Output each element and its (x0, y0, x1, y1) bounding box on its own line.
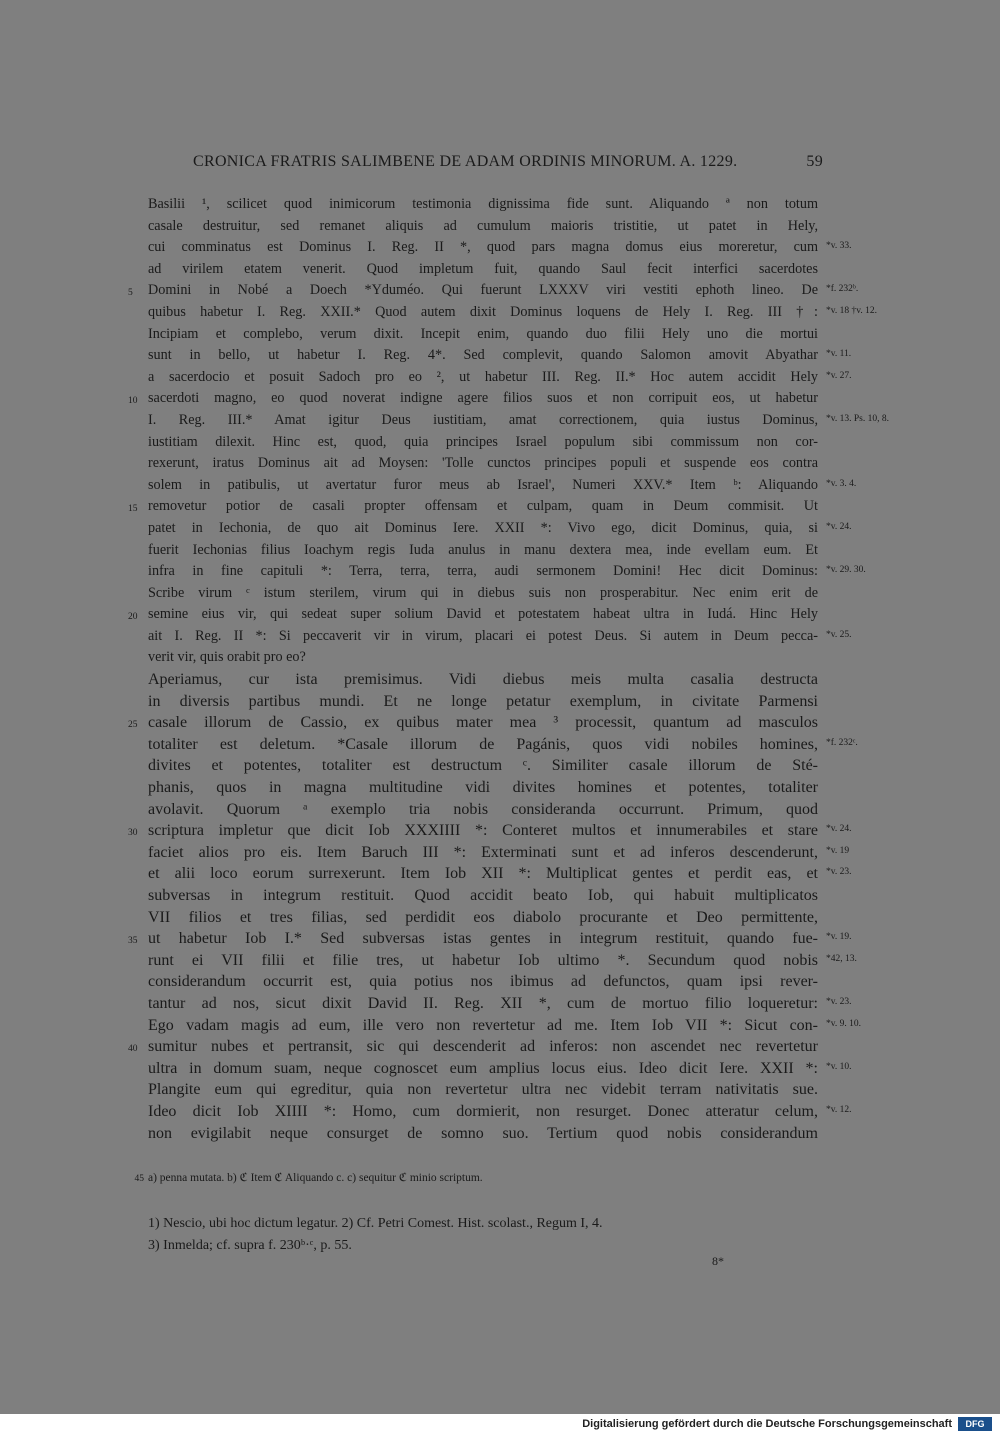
text-line-content: Incipiam et complebo, verum dixit. Incepit enim, quando duo filii Hely uno die mortui (148, 325, 818, 342)
margin-reference: *42, 13. (826, 953, 857, 964)
text-line (148, 777, 818, 799)
text-line-content: sunt in bello, ut habetur I. Reg. 4*. Sed complevit, quando Salomon amovit Abyathar (148, 347, 818, 364)
text-line (148, 755, 818, 777)
text-line (148, 216, 818, 238)
text-line (148, 993, 852, 1015)
text-line (148, 194, 818, 216)
critical-apparatus (134, 1170, 818, 1186)
text-line-content: a sacerdocio et posuit Sadoch pro eo ², ut habetur III. Reg. II.* Hoc autem accidit Hely (148, 368, 818, 385)
text-line (148, 799, 818, 821)
text-line-content: infra in fine capituli *: Terra, terra, terra, audi sermonem Domini! Hec dicit Dominus: (148, 563, 818, 580)
text-line-content: cui comminatus est Dominus I. Reg. II *, quod pars magna domus eius moreretur, cum (148, 239, 818, 256)
margin-reference: *v. 33. (826, 241, 852, 252)
margin-reference: *v. 9. 10. (826, 1018, 862, 1029)
line-number: 25 (128, 720, 138, 731)
text-line-content: subversas in integrum restituit. Quod accidit beato Iob, qui habuit multiplicatos (148, 887, 818, 904)
text-line-content: Plangite eum qui egreditur, quia non revertetur ultra nec videbit terram nativitatis sue. (148, 1081, 818, 1099)
text-line (148, 1079, 818, 1101)
text-line-content: faciet alios pro eis. Item Baruch III *: Exterminati sunt et ad inferos descenderunt, (148, 843, 818, 861)
text-line-content: iustitiam dilexit. Hinc est, quod, quia principes Israel populum sibi commissum non cor- (148, 433, 818, 450)
margin-reference: *v. 23. (826, 867, 852, 878)
running-title: CRONICA FRATRIS SALIMBENE DE ADAM ORDINIS MINORUM. A. 1229. (193, 153, 738, 170)
text-line-content: ad virilem etatem venerit. Quod impletum fuit, quando Saul fecit interfici sacerdotes (148, 260, 818, 277)
margin-reference: *v. 29. 30. (826, 565, 866, 576)
text-line-content: patet in Iechonia, de quo ait Dominus Iere. XXII *: Vivo ego, dicit Dominus, quia, si (148, 519, 818, 536)
margin-reference: *v. 3. 4. (826, 478, 857, 489)
text-line-content: Scribe virum ᶜ istum sterilem, virum qui in diebus suis non prosperabitur. Nec enim erit de (148, 584, 818, 601)
text-line (148, 367, 852, 389)
text-line-content: verit vir, quis orabit pro eo? (148, 649, 306, 666)
text-line-content: Basilii ¹, scilicet quod inimicorum testimonia dignissima fide sunt. Aliquando ª non totum (148, 196, 818, 212)
text-line (148, 432, 818, 454)
text-line (148, 583, 818, 605)
page-number: 59 (806, 153, 823, 170)
text-line-content: quibus habetur I. Reg. XXII.* Quod autem dixit Dominus loquens de Hely I. Reg. III †: (148, 303, 818, 320)
text-line-content: sacerdoti magno, eo quod noverat indigne agere filios suos et non corripuit eos, ut habetur (148, 390, 818, 407)
margin-reference: *v. 18 †v. 12. (826, 305, 878, 316)
digitization-footer (0, 1414, 1000, 1434)
text-line (148, 1123, 818, 1145)
margin-reference: *f. 232ᵇ. (826, 284, 859, 295)
margin-reference: *v. 25. (826, 629, 852, 640)
margin-reference: *v. 24. (826, 824, 852, 835)
line-number: 30 (128, 828, 138, 839)
text-line-content: phanis, quos in magna multitudine vidi divites homines et potentes, totaliter (148, 779, 818, 797)
text-line-content: rexerunt, iratus Dominus ait ad Moysen: 'Tolle cunctos principes populi et suspende eos contra (148, 455, 818, 472)
line-number: 40 (128, 1044, 138, 1055)
signature-mark: 8* (712, 1254, 724, 1268)
text-line-content: considerandum occurrit est, quia potius nos ibimus ad defunctos, quam ipsi rever- (148, 973, 818, 991)
text-line-content: removetur potior de casali propter offensam et culpam, quam in Deum commisit. Ut (148, 498, 818, 515)
line-number: 5 (128, 288, 133, 299)
line-number: 45 (134, 1174, 144, 1184)
text-line (148, 863, 852, 885)
text-line (128, 604, 818, 626)
text-line (148, 907, 818, 929)
text-line-content: VII filios et tres filias, sed perdidit eos diabolo procurante et Deo permittente, (148, 908, 818, 926)
text-line (148, 669, 818, 691)
text-line (148, 518, 852, 540)
text-line (148, 475, 857, 497)
text-line (128, 280, 859, 302)
text-line (148, 561, 866, 583)
text-line-content: totaliter est deletum. *Casale illorum de Pagánis, quos vidi nobiles homines, (148, 735, 818, 753)
running-header (193, 153, 823, 171)
text-line (148, 345, 852, 367)
text-line (128, 820, 852, 842)
text-line (148, 302, 878, 324)
text-line-content: I. Reg. III.* Amat igitur Deus iustitiam, amat correctionem, quia iustus Dominus, (148, 411, 818, 428)
text-line (148, 647, 818, 669)
footer-credit: Digitalisierung gefördert durch die Deutsche Forschungsgemeinschaft (582, 1418, 952, 1430)
line-number: 35 (128, 936, 138, 947)
text-line (148, 540, 818, 562)
text-line-content: Ideo dicit Iob XIIII *: Homo, cum dormierit, non resurget. Donec atteratur celum, (148, 1102, 818, 1120)
text-line-content: tantur ad nos, sicut dixit David II. Reg. XII *, cum de mortuo filio loqueretur: (148, 994, 818, 1012)
text-line-content: et alii loco eorum surrexerunt. Item Iob XII *: Multiplicat gentes et perdit eas, et (148, 865, 818, 883)
text-line-content: scriptura impletur que dicit Iob XXXIIII *: Conteret multos et innumerabiles et stare (148, 822, 818, 840)
text-line (148, 950, 857, 972)
text-line-content: casale destruitur, sed remanet aliquis ad cumulum maioris tristitie, ut patet in Hely, (148, 217, 818, 234)
margin-reference: *v. 19 (826, 845, 850, 856)
text-line (148, 1101, 852, 1123)
margin-reference: *v. 27. (826, 370, 852, 381)
footnotes (148, 1213, 818, 1257)
text-line (128, 928, 852, 950)
dfg-logo: DFG (958, 1417, 992, 1431)
text-line (148, 885, 818, 907)
text-line (128, 388, 818, 410)
line-number: 10 (128, 396, 138, 407)
margin-reference: *v. 13. Ps. 10, 8. (826, 413, 889, 424)
text-line-content: sumitur nubes et pertransit, sic qui descenderit ad inferos: non ascendet nec revertetur (148, 1038, 818, 1056)
text-line-content: fuerit Iechonias filius Ioachym regis Iuda anulus in manu dextera mea, inde evellam eum. Et (148, 541, 818, 558)
text-line (148, 453, 818, 475)
text-line-content: divites et potentes, totaliter est destructum ᶜ. Similiter casale illorum de Sté- (148, 757, 818, 775)
text-line-content: ait I. Reg. II *: Si peccaverit vir in virum, placari ei potest Deus. Si autem in Deum pecca- (148, 627, 818, 644)
text-line (128, 496, 818, 518)
text-line (148, 691, 818, 713)
text-line (148, 734, 858, 756)
text-line-content: avolavit. Quorum ᵃ exemplo tria nobis consideranda occurrunt. Primum, quod (148, 800, 818, 818)
margin-reference: *v. 10. (826, 1061, 852, 1072)
text-line-content: non evigilabit neque consurget de somno suo. Tertium quod nobis considerandum (148, 1124, 818, 1142)
text-line-content: runt ei VII filii et filie tres, ut habetur Iob ultimo *. Secundum quod nobis (148, 951, 818, 969)
text-line (148, 1015, 862, 1037)
margin-reference: *v. 24. (826, 521, 852, 532)
margin-reference: *v. 19. (826, 932, 852, 943)
text-line-content: in diversis partibus mundi. Et ne longe petatur exemplum, in civitate Parmensi (148, 692, 818, 710)
footnote-line: 1) Nescio, ubi hoc dictum legatur. 2) Cf. Petri Comest. Hist. scolast., Regum I, 4. (148, 1216, 603, 1231)
text-line (148, 237, 852, 259)
text-line (148, 842, 850, 864)
line-number: 20 (128, 612, 138, 623)
text-line (148, 971, 818, 993)
text-line (128, 712, 818, 734)
text-line-content: Aperiamus, cur ista premisimus. Vidi diebus meis multa casalia destructa (148, 671, 818, 689)
margin-reference: *v. 23. (826, 996, 852, 1007)
footnote-line: 3) Inmelda; cf. supra f. 230ᵇ·ᶜ, p. 55. (148, 1238, 352, 1253)
text-line (128, 1036, 818, 1058)
text-line-content: casale illorum de Cassio, ex quibus mater mea ³ processit, quantum ad masculos (148, 714, 818, 732)
margin-reference: *v. 11. (826, 349, 852, 360)
margin-reference: *f. 232ᶜ. (826, 737, 858, 748)
text-line-content: ut habetur Iob I.* Sed subversas istas gentes in integrum restituit, quando fue- (148, 930, 818, 948)
text-line-content: solem in patibulis, ut avertatur furor meus ab Israel', Numeri XXV.* Item ᵇ: Aliquando (148, 476, 818, 493)
text-line-content: Ego vadam magis ad eum, ille vero non revertetur ad me. Item Iob VII *: Sicut con- (148, 1016, 818, 1034)
text-line (148, 410, 889, 432)
text-line-content: semine eius vir, qui sedeat super solium David et potestatem habeat ultra in Iudá. Hinc Hely (148, 606, 818, 623)
apparatus-text: a) penna mutata. b) ℭ Item ℭ Aliquando c. c) sequitur ℭ minio scriptum. (148, 1172, 483, 1184)
text-line-content: ultra in domum suam, neque cognoscet eum amplius locus eius. Ideo dicit Iere. XXII *: (148, 1059, 818, 1077)
line-number: 15 (128, 504, 138, 515)
main-text (128, 194, 889, 1144)
text-line (148, 626, 852, 648)
text-line-content: Domini in Nobé a Doech *Yduméo. Qui fuerunt LXXXV viri vestiti ephoth lineo. De (148, 282, 818, 299)
text-line (148, 324, 818, 346)
text-line (148, 1058, 852, 1080)
margin-reference: *v. 12. (826, 1104, 852, 1115)
text-line (148, 259, 818, 281)
